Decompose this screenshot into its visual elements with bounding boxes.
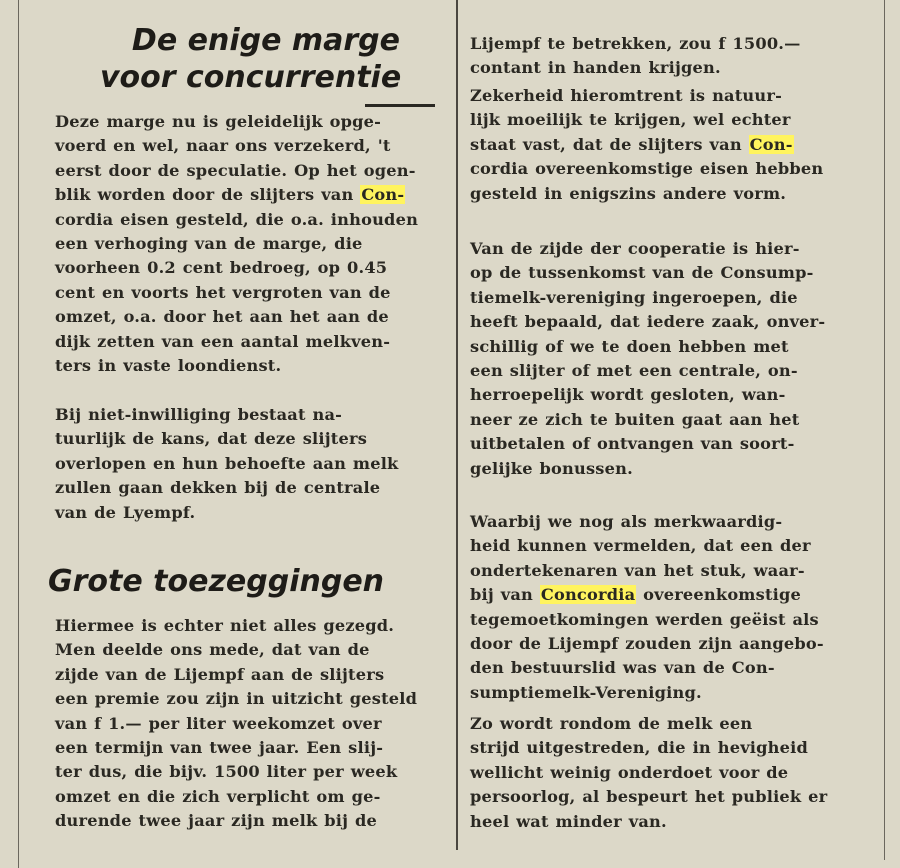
text-line: Waarbij we nog als merkwaardig-	[470, 512, 783, 531]
text-line: zijde van de Lijempf aan de slijters	[55, 664, 385, 684]
text-line: durende twee jaar zijn melk bij de	[55, 811, 377, 831]
text-line: eerst door de speculatie. Op het ogen-	[55, 160, 416, 180]
heading-marge	[100, 22, 400, 96]
text-line: omzet, o.a. door het aan het aan de	[55, 307, 389, 327]
text-line: Van de zijde der cooperatie is hier-	[470, 239, 800, 258]
text-line: Deze marge nu is geleidelijk opge-	[55, 112, 382, 131]
text-line: gelijke bonussen.	[470, 458, 633, 478]
text-line: schillig of we te doen hebben met	[470, 336, 789, 356]
text-line	[55, 183, 437, 207]
highlight-concordia-3: Concordia	[540, 585, 636, 605]
text-line: herroepelijk wordt gesloten, wan-	[470, 385, 786, 405]
text-line	[470, 133, 875, 157]
text-line: den bestuurslid was van de Con-	[470, 658, 775, 678]
text-line: ondertekenaren van het stuk, waar-	[470, 560, 805, 580]
right-border-rule	[884, 0, 885, 860]
text-line: Hiermee is echter niet alles gezegd.	[55, 616, 395, 635]
text-line-part: blik worden door de slijters van	[55, 185, 361, 205]
text-line: voerd en wel, naar ons verzekerd, 't	[55, 136, 391, 156]
text-line: tiemelk-vereniging ingeroepen, die	[470, 287, 798, 307]
text-line: wellicht weinig onderdoet voor de	[470, 762, 789, 782]
text-line: zullen gaan dekken bij de centrale	[55, 478, 381, 498]
text-line: voorheen 0.2 cent bedroeg, op 0.45	[55, 258, 388, 278]
text-line: Men deelde ons mede, dat van de	[55, 640, 370, 660]
text-line: een premie zou zijn in uitzicht gesteld	[55, 689, 418, 709]
highlight-concordia-2: Con-	[749, 134, 793, 154]
right-paragraph-1	[470, 32, 875, 81]
heading-toezeggingen: Grote toezeggingen	[48, 564, 385, 599]
heading-line-1: De enige marge	[131, 23, 400, 58]
text-line: sumptiemelk-Vereniging.	[470, 682, 702, 702]
text-line: contant in handen krijgen.	[470, 58, 721, 78]
text-line: dijk zetten van een aantal melkven-	[55, 331, 391, 351]
text-line	[470, 583, 875, 607]
text-line: omzet en die zich verplicht om ge-	[55, 786, 381, 806]
text-line: lijk moeilijk te krijgen, wel echter	[470, 110, 791, 130]
right-paragraph-2	[470, 84, 875, 206]
text-line: gesteld in enigszins andere vorm.	[470, 183, 787, 203]
text-line: een slijter of met een centrale, on-	[470, 361, 798, 381]
text-line: op de tussenkomst van de Consump-	[470, 263, 814, 283]
text-line: neer ze zich te buiten gaat aan het	[470, 409, 800, 429]
text-line: Zo wordt rondom de melk een	[470, 714, 753, 733]
text-line-part: staat vast, dat de slijters van	[470, 134, 749, 154]
right-paragraph-4	[470, 510, 875, 705]
text-line: van f 1.— per liter weekomzet over	[55, 713, 382, 733]
left-paragraph-1	[55, 110, 437, 378]
text-line: een verhoging van de marge, die	[55, 234, 363, 254]
text-line: tuurlijk de kans, dat deze slijters	[55, 429, 368, 449]
text-line: cent en voorts het vergroten van de	[55, 282, 391, 302]
text-line-part: overeenkomstige	[636, 585, 801, 605]
heading-underline	[365, 104, 435, 107]
text-line: ter dus, die bijv. 1500 liter per week	[55, 762, 398, 782]
text-line: overlopen en hun behoefte aan melk	[55, 453, 399, 473]
text-line: door de Lijempf zouden zijn aangebo-	[470, 634, 824, 654]
text-line: Bij niet-inwilliging bestaat na-	[55, 405, 343, 424]
text-line: strijd uitgestreden, die in hevigheid	[470, 738, 809, 758]
text-line: cordia eisen gesteld, die o.a. inhouden	[55, 209, 419, 229]
highlight-concordia-1: Con-	[361, 185, 405, 205]
text-line: heel wat minder van.	[470, 811, 667, 831]
left-border-rule	[18, 0, 19, 868]
heading-line-2: voor concurrentie	[100, 60, 402, 95]
text-line: persoorlog, al bespeurt het publiek er	[470, 787, 828, 807]
left-paragraph-2	[55, 403, 437, 525]
left-paragraph-3	[55, 614, 437, 834]
column-divider	[456, 0, 458, 850]
text-line: cordia overeenkomstige eisen hebben	[470, 159, 824, 179]
text-line: heid kunnen vermelden, dat een der	[470, 536, 811, 556]
text-line: een termijn van twee jaar. Een slij-	[55, 738, 384, 758]
right-paragraph-3	[470, 237, 875, 481]
text-line: Zekerheid hieromtrent is natuur-	[470, 86, 783, 105]
text-line: uitbetalen of ontvangen van soort-	[470, 434, 795, 454]
text-line: Lijempf te betrekken, zou f 1500.—	[470, 34, 801, 53]
text-line: tegemoetkomingen werden geëist als	[470, 609, 819, 629]
text-line: van de Lyempf.	[55, 502, 196, 522]
text-line-part: bij van	[470, 585, 540, 605]
right-paragraph-5	[470, 712, 875, 834]
text-line: heeft bepaald, dat iedere zaak, onver-	[470, 312, 826, 332]
text-line: ters in vaste loondienst.	[55, 356, 282, 376]
